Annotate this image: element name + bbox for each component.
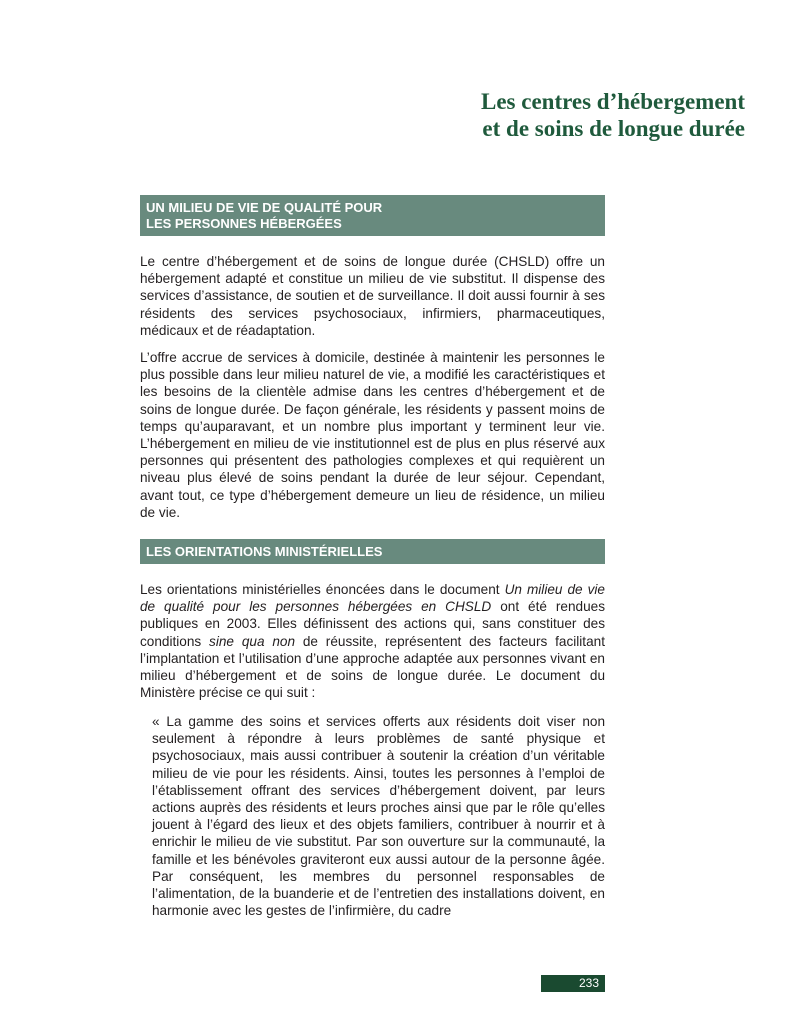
page-number: 233 — [541, 975, 605, 992]
page-title — [481, 88, 745, 142]
latin-phrase-italic: sine qua non — [209, 633, 296, 649]
document-title-italic: Un milieu de vie de qualité pour les personnes hébergées en CHSLD — [140, 582, 605, 615]
paragraph-orientations — [140, 581, 605, 701]
paragraph-text: de réussite, représentent des facteurs facilitant l’implantation et l’utilisation d’une approche adaptée aux personnes vivant en milieu d’hébergement et de soins de longue durée. Le document du Ministère précise ce qui suit : — [140, 633, 605, 701]
page-title-line-2: et de soins de longue durée — [482, 116, 745, 141]
block-quote: « La gamme des soins et services offerts aux résidents doit viser non seulement à répondre à leurs problèmes de santé physique et psychosociaux, mais aussi contribuer à soutenir la création d’un véritable milieu de vie pour les résidents. Ainsi, toutes les personnes à l’emploi de l’établissement offrant des services d’hébergement doivent, par leurs actions auprès des résidents et leurs proches ainsi que par le rôle qu’elles jouent à l’égard des lieux et des objets familiers, contribuer à nourrir et à enrichir le milieu de vie substitut. Par son ouverture sur la communauté, la famille et les bénévoles graviteront eux aussi autour de la personne âgée. Par conséquent, les membres du personnel responsables de l’alimentation, de la buanderie et de l’entretien des installations doivent, en harmonie avec les gestes de l’infirmière, du cadre — [152, 714, 605, 919]
page-title-line-1: Les centres d’hébergement — [480, 89, 745, 114]
section-heading-milieu-de-vie — [140, 195, 605, 236]
paragraph-services-domicile: L’offre accrue de services à domicile, destinée à maintenir les personnes le plus possible dans leur milieu naturel de vie, a modifié les caractéristiques et les besoins de la clientèle admise dans les centres d’hébergement et de soins de longue durée. De façon générale, les résidents y passent moins de temps qu’auparavant, et un nombre plus important y terminent leur vie. L’hébergement en milieu de vie institutionnel est de plus en plus réservé aux personnes qui présentent des pathologies complexes et qui requièrent un niveau plus élevé de soins pendant la durée de leur séjour. Cependant, avant tout, ce type d’hébergement demeure un lieu de résidence, un milieu de vie. — [140, 350, 605, 520]
section-heading-line-2: LES PERSONNES HÉBERGÉES — [146, 216, 342, 231]
section-heading-line-1: UN MILIEU DE VIE DE QUALITÉ POUR — [146, 200, 383, 215]
paragraph-text: Les orientations ministérielles énoncées dans le document — [140, 582, 505, 597]
section-heading-orientations — [140, 539, 605, 564]
paragraph-chsld-intro: Le centre d’hébergement et de soins de longue durée (CHSLD) offre un hébergement adapté et constitue un milieu de vie substitut. Il dispense des services d’assistance, de soutien et de surveillance. Il doit aussi fournir à ses résidents des services psychosociaux, infirmiers, pharmaceutiques, médicaux et de réadaptation. — [140, 254, 605, 338]
paragraph-text: ont été rendues publiques en 2003. Elles définissent des actions qui, sans constituer des conditions — [140, 599, 605, 649]
section-heading-text: LES ORIENTATIONS MINISTÉRIELLES — [146, 544, 383, 559]
